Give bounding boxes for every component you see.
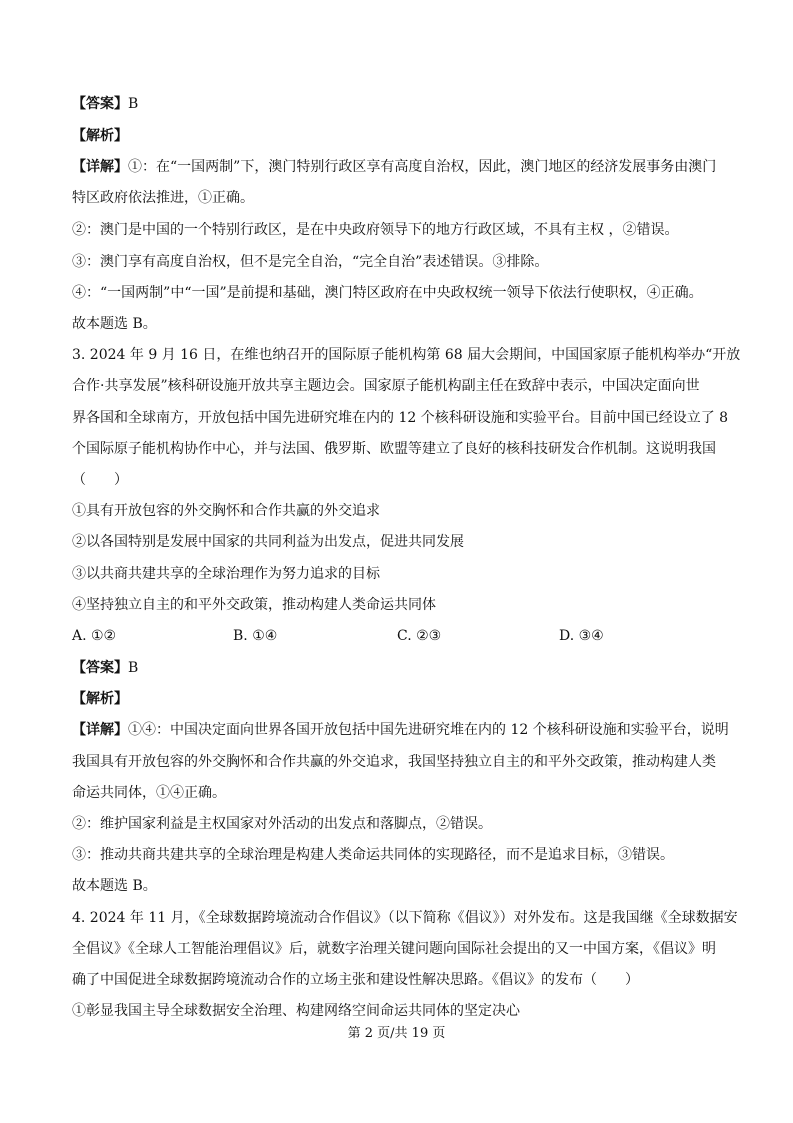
answer-line (72, 658, 722, 678)
option-c[interactable]: C. ②③ (397, 628, 442, 644)
detail-line: 特区政府依法推进，①正确。 (72, 190, 254, 206)
answer-tag: 【答案】 (72, 660, 128, 676)
answer-options (72, 626, 722, 646)
detail-line: ②：澳门是中国的一个特别行政区，是在中央政府领导下的地方行政区域，不具有主权 ，②错误。 (72, 222, 679, 238)
statement-item: ②以各国特别是发展中国家的共同利益为出发点，促进共同发展 (72, 534, 464, 550)
detail-line (72, 720, 729, 740)
statement-item: ①彰显我国主导全球数据安全治理、构建网络空间命运共同体的坚定决心 (72, 1003, 520, 1019)
detail-tag: 【详解】 (72, 722, 128, 738)
statement-item: ③以共商共建共享的全球治理作为努力追求的目标 (72, 566, 380, 582)
answer-line (72, 94, 722, 114)
option-a[interactable]: A. ①② (72, 628, 117, 644)
detail-line: 我国具有开放包容的外交胸怀和合作共赢的外交追求，我国坚持独立自主的和平外交政策，推动构建人类 (72, 754, 716, 770)
question-stem-line: 全倡议》《全球人工智能治理倡议》后，就数字治理关键问题向国际社会提出的又一中国方案，《倡议》明 (72, 941, 716, 957)
conclusion-line: 故本题选 B。 (72, 878, 157, 894)
detail-line: ②：维护国家利益是主权国家对外活动的出发点和落脚点，②错误。 (72, 816, 492, 832)
statement-item: ④坚持独立自主的和平外交政策，推动构建人类命运共同体 (72, 597, 436, 613)
detail-text: ①④：中国决定面向世界各国开放包括中国先进研究堆在内的 12 个核科研设施和实验平台，说明 (128, 722, 729, 738)
analysis-tag: 【解析】 (72, 128, 128, 144)
detail-line: ④：“一国两制”中“一国”是前提和基础，澳门特区政府在中央政权统一领导下依法行使职权，④正确。 (72, 285, 703, 301)
answer-value: B (128, 96, 139, 112)
detail-line (72, 157, 722, 177)
question-stem-line: 确了中国促进全球数据跨境流动合作的立场主张和建设性解决思路。《倡议》的发布（ ） (72, 972, 639, 988)
page-number: 第 2 页/共 19 页 (347, 1026, 446, 1041)
question-stem-line: 合作·共享发展”核科研设施开放共享主题边会。国家原子能机构副主任在致辞中表示，中国决定面向世 (72, 378, 700, 394)
detail-line: 命运共同体，①④正确。 (72, 785, 226, 801)
option-d[interactable]: D. ③④ (559, 628, 604, 644)
detail-text: ①：在“一国两制”下，澳门特别行政区享有高度自治权，因此，澳门地区的经济发展事务由澳门 (128, 159, 717, 175)
answer-value: B (128, 660, 139, 676)
detail-tag: 【详解】 (72, 159, 128, 175)
detail-line: ③：澳门享有高度自治权，但不是完全自治，“完全自治”表述错误。③排除。 (72, 254, 549, 270)
conclusion-line: 故本题选 B。 (72, 316, 157, 332)
question-stem-line: 3. 2024 年 9 月 16 日，在维也纳召开的国际原子能机构第 68 届大会期间，中国国家原子能机构举办“开放 (72, 347, 741, 363)
option-b[interactable]: B. ①④ (233, 628, 278, 644)
analysis-tag: 【解析】 (72, 691, 128, 707)
question-stem-line: 个国际原子能机构协作中心，并与法国、俄罗斯、欧盟等建立了良好的核科技研发合作机制。这说明我国 (72, 441, 716, 457)
answer-tag: 【答案】 (72, 96, 128, 112)
question-blank: （ ） (72, 472, 128, 488)
question-stem-line: 界各国和全球南方，开放包括中国先进研究堆在内的 12 个核科研设施和实验平台。目前中国已经设立了 8 (72, 410, 729, 426)
detail-line: ③：推动共商共建共享的全球治理是构建人类命运共同体的实现路径，而不是追求目标，③错误。 (72, 847, 674, 863)
statement-item: ①具有开放包容的外交胸怀和合作共赢的外交追求 (72, 503, 380, 519)
question-stem-line: 4. 2024 年 11 月，《全球数据跨境流动合作倡议》（以下简称《倡议》）对外发布。这是我国继《全球数据安 (72, 910, 738, 926)
